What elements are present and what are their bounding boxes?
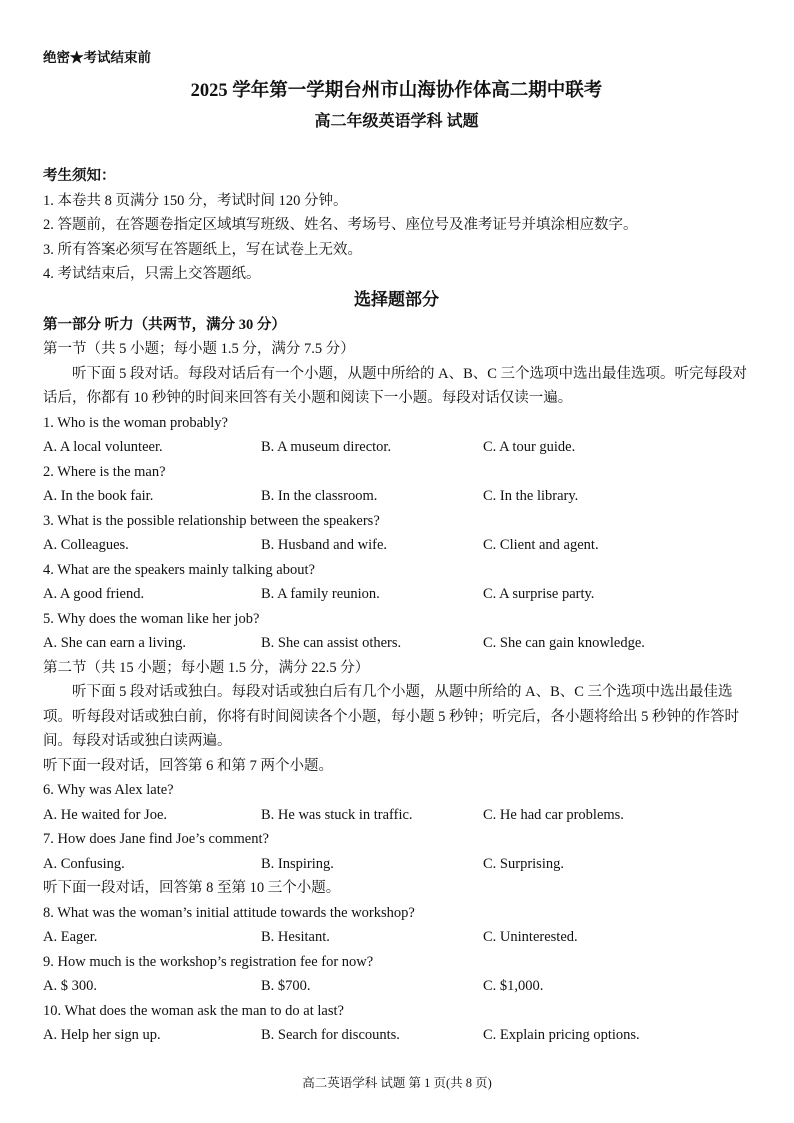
option-c: C. A tour guide.	[483, 439, 576, 455]
dialog-8-10-note: 听下面一段对话，回答第 8 至第 10 三个小题。	[43, 880, 341, 896]
choice-section-title: 选择题部分	[354, 289, 439, 309]
option-c: C. $1,000.	[483, 978, 544, 994]
option-a: A. A good friend.	[43, 586, 145, 602]
question-stem: 4. What are the speakers mainly talking about?	[43, 561, 315, 578]
option-c: C. In the library.	[483, 488, 579, 504]
option-a: A. A local volunteer.	[43, 439, 163, 455]
section1-instructions: 听下面 5 段对话。每段对话后有一个小题，从题中所给的 A、B、C 三个选项中选出最佳选项。听完每段对话后，你都有 10 秒钟的时间来回答有关小题和阅读下一小题。每段对话仅读一遍。	[43, 365, 748, 406]
question-options	[43, 582, 750, 607]
notice-item: 4. 考试结束后，只需上交答题纸。	[43, 266, 261, 282]
option-b: B. A museum director.	[261, 439, 392, 455]
candidate-notice	[43, 164, 750, 287]
option-c: C. He had car problems.	[483, 806, 624, 823]
question-options	[43, 435, 750, 460]
page-footer: 高二英语学科 试题 第 1 页(共 8 页)	[302, 1076, 492, 1090]
option-a: A. $ 300.	[43, 978, 97, 994]
question-10	[43, 999, 750, 1048]
question-stem: 5. Why does the woman like her job?	[43, 610, 260, 627]
question-2	[43, 460, 750, 509]
question-options	[43, 852, 750, 877]
question-stem: 8. What was the woman’s initial attitude towards the workshop?	[43, 904, 415, 921]
question-options	[43, 974, 750, 999]
question-options	[43, 925, 750, 950]
question-stem: 6. Why was Alex late?	[43, 782, 174, 798]
option-a: A. Eager.	[43, 929, 98, 945]
option-b: B. A family reunion.	[261, 586, 380, 602]
question-stem: 9. How much is the workshop’s registration fee for now?	[43, 953, 374, 970]
notice-item: 2. 答题前，在答题卷指定区域填写班级、姓名、考场号、座位号及准考证号并填涂相应数字。	[43, 217, 638, 233]
option-b: B. In the classroom.	[261, 488, 378, 504]
option-c: C. Surprising.	[483, 855, 564, 872]
notice-item: 1. 本卷共 8 页满分 150 分，考试时间 120 分钟。	[43, 192, 348, 209]
notice-heading: 考生须知：	[43, 168, 116, 184]
option-b: B. Inspiring.	[261, 855, 334, 872]
question-8	[43, 901, 750, 950]
question-stem: 1. Who is the woman probably?	[43, 414, 228, 431]
option-b: B. Search for discounts.	[261, 1027, 400, 1043]
option-b: B. $700.	[261, 978, 311, 994]
question-3	[43, 509, 750, 558]
option-c: C. A surprise party.	[483, 586, 595, 602]
option-a: A. She can earn a living.	[43, 635, 186, 651]
question-5	[43, 607, 750, 656]
question-options	[43, 803, 750, 828]
question-stem: 7. How does Jane find Joe’s comment?	[43, 831, 269, 847]
option-b: B. He was stuck in traffic.	[261, 806, 413, 823]
section1-heading: 第一节（共 5 小题；每小题 1.5 分，满分 7.5 分）	[43, 341, 355, 357]
question-options	[43, 484, 750, 509]
option-c: C. Uninterested.	[483, 929, 578, 945]
notice-item: 3. 所有答案必须写在答题纸上，写在试卷上无效。	[43, 241, 362, 258]
section2-instructions: 听下面 5 段对话或独白。每段对话或独白后有几个小题，从题中所给的 A、B、C 三个选项中选出最佳选项。听每段对话或独白前，你将有时间阅读各个小题，每小题 5 秒钟；听完后，各小题将给出 5 秒钟的作答时间。每段对话或独白读两遍。	[43, 684, 739, 749]
option-c: C. She can gain knowledge.	[483, 635, 645, 651]
exam-title: 2025 学年第一学期台州市山海协作体高二期中联考	[190, 81, 603, 101]
question-stem: 3. What is the possible relationship between the speakers?	[43, 512, 380, 529]
option-b: B. Husband and wife.	[261, 537, 388, 553]
option-a: A. In the book fair.	[43, 488, 154, 504]
section2-heading: 第二节（共 15 小题；每小题 1.5 分，满分 22.5 分）	[43, 659, 370, 676]
question-9	[43, 950, 750, 999]
option-a: A. He waited for Joe.	[43, 806, 168, 823]
question-6	[43, 778, 750, 827]
question-4	[43, 558, 750, 607]
question-stem: 10. What does the woman ask the man to do at last?	[43, 1002, 344, 1019]
option-b: B. Hesitant.	[261, 929, 330, 945]
exam-subtitle: 高二年级英语学科 试题	[314, 113, 479, 130]
secrecy-label: 绝密★考试结束前	[43, 50, 151, 65]
option-b: B. She can assist others.	[261, 635, 402, 651]
option-a: A. Confusing.	[43, 855, 125, 872]
option-c: C. Explain pricing options.	[483, 1027, 640, 1043]
question-1	[43, 411, 750, 460]
question-7	[43, 827, 750, 876]
listening-part-heading: 第一部分 听力（共两节，满分 30 分）	[43, 316, 286, 333]
option-c: C. Client and agent.	[483, 537, 599, 553]
dialog-6-7-note: 听下面一段对话，回答第 6 和第 7 两个小题。	[43, 757, 333, 774]
option-a: A. Help her sign up.	[43, 1027, 161, 1043]
question-options	[43, 533, 750, 558]
question-options	[43, 1023, 750, 1048]
question-options	[43, 631, 750, 656]
option-a: A. Colleagues.	[43, 537, 129, 553]
question-stem: 2. Where is the man?	[43, 463, 166, 480]
